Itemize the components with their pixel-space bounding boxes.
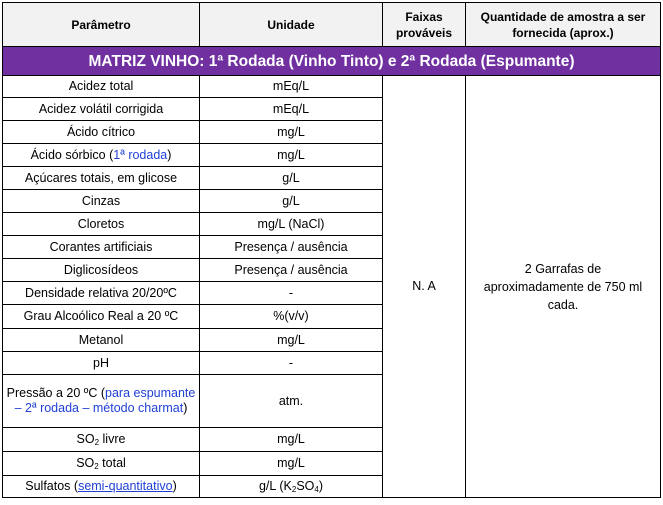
param-cell: Diglicosídeos bbox=[3, 259, 200, 282]
ranges-cell: N. A bbox=[383, 76, 466, 498]
param-cell bbox=[3, 476, 200, 498]
param-cell: Corantes artificiais bbox=[3, 236, 200, 259]
unit-cell: g/L bbox=[200, 167, 383, 190]
param-cell: Acidez total bbox=[3, 76, 200, 98]
param-text: Ácido sórbico ( bbox=[30, 147, 114, 162]
unit-cell: mg/L bbox=[200, 144, 383, 167]
param-tail: livre bbox=[99, 432, 126, 446]
parameters-table bbox=[2, 2, 661, 498]
qty-cell: 2 Garrafas de aproximadamente de 750 ml cada. bbox=[466, 76, 661, 498]
param-tail: ) bbox=[183, 401, 188, 415]
param-tail: ) bbox=[167, 147, 172, 162]
table-row bbox=[3, 76, 661, 98]
param-text: Sulfatos ( bbox=[25, 479, 79, 493]
param-text: SO bbox=[76, 432, 95, 446]
unit-cell: g/L bbox=[200, 190, 383, 213]
matrix-band-row bbox=[3, 47, 661, 76]
param-cell bbox=[3, 375, 200, 428]
param-cell: Grau Alcoólico Real a 20 ºC bbox=[3, 305, 200, 329]
header-qty: Quantidade de amostra a ser fornecida (aprox.) bbox=[466, 3, 661, 47]
parameters-table-wrapper bbox=[2, 2, 661, 498]
unit-cell: mg/L bbox=[200, 452, 383, 476]
param-text: Pressão a 20 ºC ( bbox=[6, 386, 105, 400]
unit-cell: mEq/L bbox=[200, 76, 383, 98]
matrix-band-title: MATRIZ VINHO: 1ª Rodada (Vinho Tinto) e 2ª Rodada (Espumante) bbox=[3, 47, 661, 76]
unit-subscript: 2 bbox=[291, 485, 297, 494]
unit-cell: %(v/v) bbox=[200, 305, 383, 329]
param-cell: Densidade relativa 20/20ºC bbox=[3, 282, 200, 305]
param-cell: Açúcares totais, em glicose bbox=[3, 167, 200, 190]
unit-cell: - bbox=[200, 352, 383, 375]
unit-cell: Presença / ausência bbox=[200, 259, 383, 282]
param-subscript: 2 bbox=[94, 462, 99, 471]
unit-cell: atm. bbox=[200, 375, 383, 428]
unit-cell: mEq/L bbox=[200, 98, 383, 121]
unit-cell bbox=[200, 476, 383, 498]
param-cell bbox=[3, 428, 200, 452]
param-text: SO bbox=[76, 456, 95, 470]
param-cell: Metanol bbox=[3, 329, 200, 352]
header-unit: Unidade bbox=[200, 3, 383, 47]
param-cell: Acidez volátil corrigida bbox=[3, 98, 200, 121]
unit-cell: mg/L bbox=[200, 329, 383, 352]
param-cell: Ácido cítrico bbox=[3, 121, 200, 144]
unit-text: SO bbox=[296, 479, 315, 493]
param-cell: Cinzas bbox=[3, 190, 200, 213]
param-tail: ) bbox=[172, 479, 177, 493]
param-cell: pH bbox=[3, 352, 200, 375]
param-tail: total bbox=[98, 456, 126, 470]
unit-cell: mg/L bbox=[200, 121, 383, 144]
unit-text: g/L (K bbox=[258, 479, 292, 493]
param-note: 1ª rodada bbox=[113, 147, 168, 162]
header-param: Parâmetro bbox=[3, 3, 200, 47]
unit-text: ) bbox=[318, 479, 324, 493]
header-row bbox=[3, 3, 661, 47]
unit-cell: - bbox=[200, 282, 383, 305]
param-note: semi-quantitativo bbox=[78, 479, 173, 493]
unit-cell: mg/L bbox=[200, 428, 383, 452]
header-ranges: Faixas prováveis bbox=[383, 3, 466, 47]
param-cell: Cloretos bbox=[3, 213, 200, 236]
param-cell bbox=[3, 144, 200, 167]
unit-cell: mg/L (NaCl) bbox=[200, 213, 383, 236]
unit-subscript: 4 bbox=[314, 485, 319, 494]
param-cell bbox=[3, 452, 200, 476]
param-subscript: 2 bbox=[94, 438, 100, 447]
unit-cell: Presença / ausência bbox=[200, 236, 383, 259]
param-note: para espumante – 2ª rodada – método charmat bbox=[14, 386, 196, 415]
